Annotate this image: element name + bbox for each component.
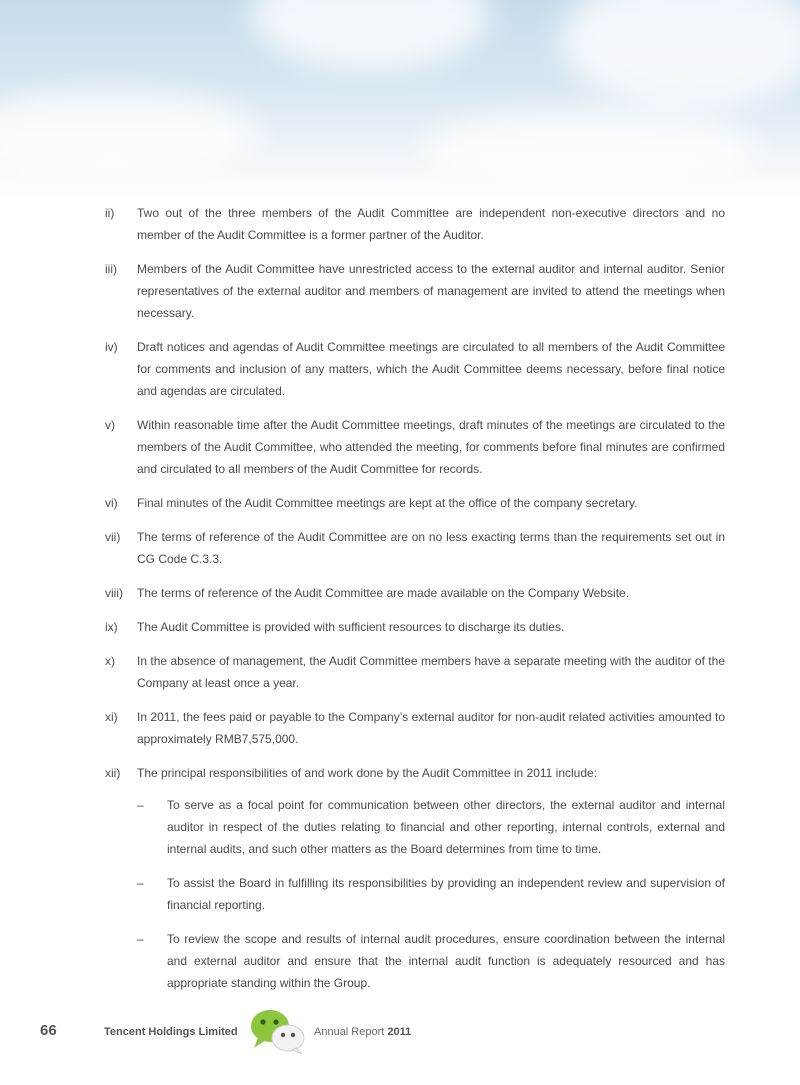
sub-item-text: To serve as a focal point for communication between other directors, the external auditor and internal auditor in respect of the duties relating to financial and other reporting, internal controls, external and internal audits, and such other matters as the Board determines from time to time. [167,798,725,856]
item-number: viii) [105,586,123,600]
audit-committee-list [105,202,725,1006]
sub-list-item [137,794,725,860]
list-item [105,616,725,638]
sub-item-text: To assist the Board in fulfilling its responsibilities by providing an independent review and supervision of financial reporting. [167,876,725,912]
page-footer [40,1014,760,1058]
item-number: v) [105,418,115,432]
item-number: vii) [105,530,121,544]
item-number: ix) [105,620,118,634]
item-text: The terms of reference of the Audit Committee are made available on the Company Website. [137,586,630,600]
list-item [105,258,725,324]
report-year: 2011 [387,1026,412,1038]
list-item [105,706,725,750]
list-item [105,762,725,784]
wechat-logo-icon [246,1006,308,1054]
item-text: The Audit Committee is provided with sufficient resources to discharge its duties. [137,620,565,634]
dash-bullet: – [137,932,144,946]
item-number: x) [105,654,115,668]
item-text: Two out of the three members of the Audit Committee are independent non-executive directors and no member of the Audit Committee is a former partner of the Auditor. [137,206,725,242]
item-text: Final minutes of the Audit Committee meetings are kept at the office of the company secretary. [137,496,638,510]
list-item [105,414,725,480]
item-text: In the absence of management, the Audit Committee members have a separate meeting with the auditor of the Company at least once a year. [137,654,725,690]
list-item [105,582,725,604]
responsibilities-sublist [137,794,725,994]
sky-background [0,0,800,200]
item-number: ii) [105,206,115,220]
list-item [105,526,725,570]
item-text: The principal responsibilities of and work done by the Audit Committee in 2011 include: [137,766,598,780]
list-item [105,492,725,514]
list-item [105,202,725,246]
sub-list-item [137,928,725,994]
list-item [105,336,725,402]
report-label: Annual Report [314,1026,385,1038]
item-number: iv) [105,340,118,354]
sub-item-text: To review the scope and results of internal audit procedures, ensure coordination between the internal and external auditor and ensure that the internal audit function is adequately resourced and has appropriate standing within the Group. [167,932,725,990]
item-text: Members of the Audit Committee have unrestricted access to the external auditor and internal auditor. Senior representatives of the external auditor and members of management are invited to attend the meetings when necessary. [137,262,725,320]
item-text: The terms of reference of the Audit Committee are on no less exacting terms than the requirements set out in CG Code C.3.3. [137,530,725,566]
page-number: 66 [40,1022,57,1039]
item-text: Draft notices and agendas of Audit Committee meetings are circulated to all members of the Audit Committee for comments and inclusion of any matters, which the Audit Committee deems necessary, before final notice and agendas are circulated. [137,340,725,398]
item-text: Within reasonable time after the Audit Committee meetings, draft minutes of the meetings are circulated to the members of the Audit Committee, who attended the meeting, for comments before final minutes are confirmed and circulated to all members of the Audit Committee for records. [137,418,725,476]
item-number: xii) [105,766,121,780]
dash-bullet: – [137,798,144,812]
item-number: vi) [105,496,118,510]
item-number: xi) [105,710,118,724]
dash-bullet: – [137,876,144,890]
report-title [314,1026,411,1038]
company-name: Tencent Holdings Limited [104,1026,238,1038]
item-number: iii) [105,262,117,276]
list-item [105,650,725,694]
sub-list-item [137,872,725,916]
item-text: In 2011, the fees paid or payable to the Company’s external auditor for non-audit related activities amounted to approximately RMB7,575,000. [137,710,725,746]
